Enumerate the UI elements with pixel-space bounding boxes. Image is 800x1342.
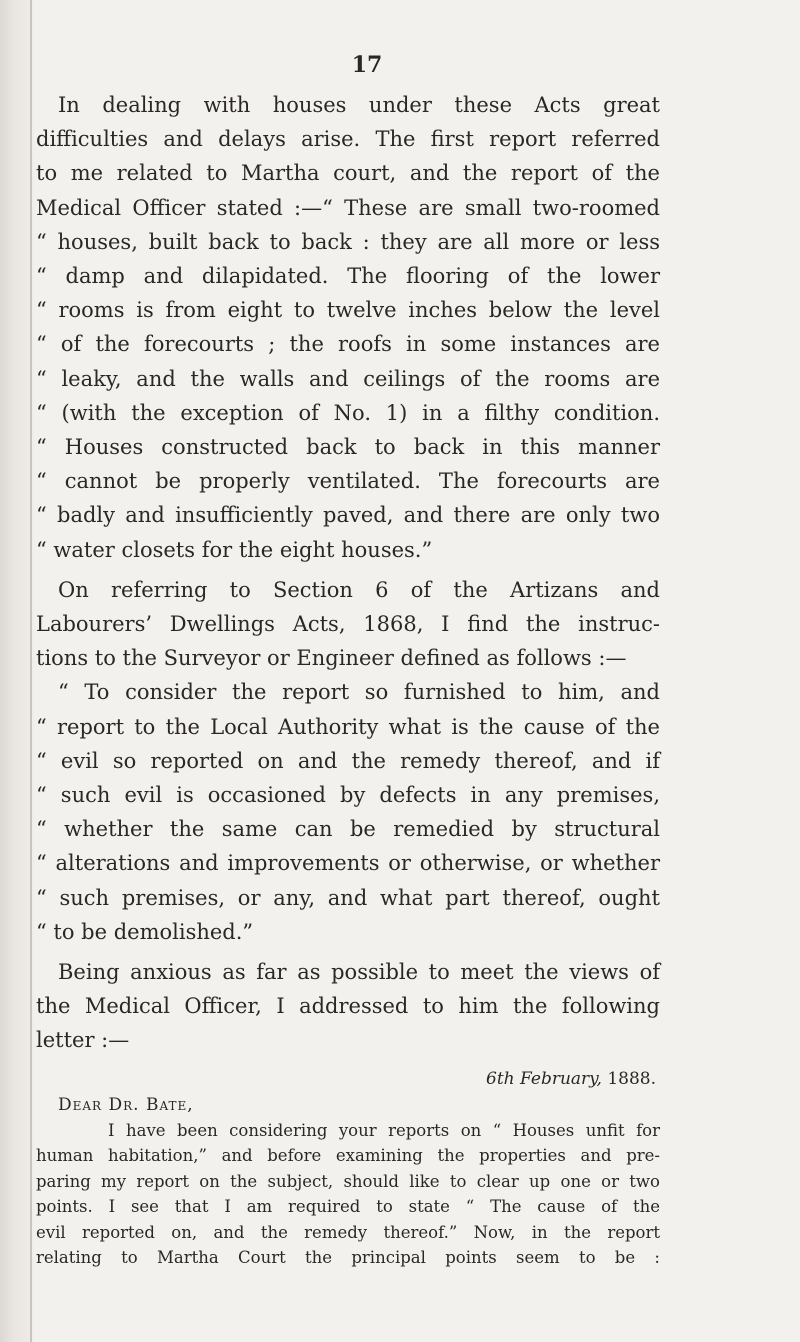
text-line: “ (with the exception of No. 1) in a filthy condition. [36,400,660,425]
paragraph-martha-court [36,88,660,567]
text-line: Labourers’ Dwellings Acts, 1868, I find the instruc- [36,612,660,637]
paragraph-instructions-quote [36,675,660,949]
letter-line: human habitation,” and before examining the properties and pre- [36,1146,660,1166]
text-line: “ leaky, and the walls and ceilings of the rooms are [36,366,660,391]
text-line: “ of the forecourts ; the roofs in some instances are [36,332,660,357]
letter-line: points. I see that I am required to state “ The cause of the [36,1197,660,1217]
letter-body [36,1118,660,1271]
text-line: “ alterations and improvements or otherwise, or whether [36,851,660,876]
binding-edge [30,0,32,1342]
text-line: to me related to Martha court, and the report of the [36,161,660,186]
text-line: In dealing with houses under these Acts great [58,93,660,117]
text-line: tions to the Surveyor or Engineer defined as follows :— [36,646,627,671]
letter-date-year: 1888. [601,1068,656,1089]
text-line: “ badly and insufficiently paved, and there are only two [36,503,660,528]
text-line: “ To consider the report so furnished to him, and [58,680,660,705]
text-line: “ whether the same can be remedied by structural [36,817,660,842]
text-line: “ such evil is occasioned by defects in any premises, [36,783,660,808]
text-line: Being anxious as far as possible to meet the views of [58,960,660,985]
text-line: difficulties and delays arise. The first report referred [36,127,660,152]
letter-salutation: Dear Dr. Bate, [58,1094,194,1115]
text-line: “ such premises, or any, and what part thereof, ought [36,885,660,910]
text-line: “ damp and dilapidated. The flooring of the lower [36,264,660,289]
text-line: “ cannot be properly ventilated. The forecourts are [36,469,660,494]
page-number: 17 [351,52,383,78]
text-line: “ Houses constructed back to back in this manner [36,435,660,460]
text-line: “ report to the Local Authority what is the cause of the [36,714,660,739]
letter-date [36,1066,660,1092]
text-line: “ water closets for the eight houses.” [36,537,433,562]
text-line: “ houses, built back to back : they are all more or less [36,229,660,254]
paragraph-letter-intro [36,955,660,1058]
text-line: “ rooms is from eight to twelve inches below the level [36,298,660,323]
document-page [36,52,660,1271]
text-line: Medical Officer stated :—“ These are small two-roomed [36,195,660,220]
text-line: “ evil so reported on and the remedy thereof, and if [36,748,660,773]
letter-date-day: 6th February, [486,1068,602,1089]
body-text [36,88,660,1058]
letter-line: evil reported on, and the remedy thereof.” Now, in the report [36,1222,660,1242]
text-line: On referring to Section 6 of the Artizans and [58,577,660,602]
letter-line: relating to Martha Court the principal points seem to be : [36,1248,660,1268]
paragraph-section-6 [36,573,660,676]
letter [36,1066,660,1271]
letter-line: I have been considering your reports on “ Houses unfit for [108,1120,660,1140]
text-line: “ to be demolished.” [36,919,254,944]
text-line: letter :— [36,1028,130,1053]
letter-line: paring my report on the subject, should like to clear up one or two [36,1171,660,1191]
text-line: the Medical Officer, I addressed to him the following [36,994,660,1019]
